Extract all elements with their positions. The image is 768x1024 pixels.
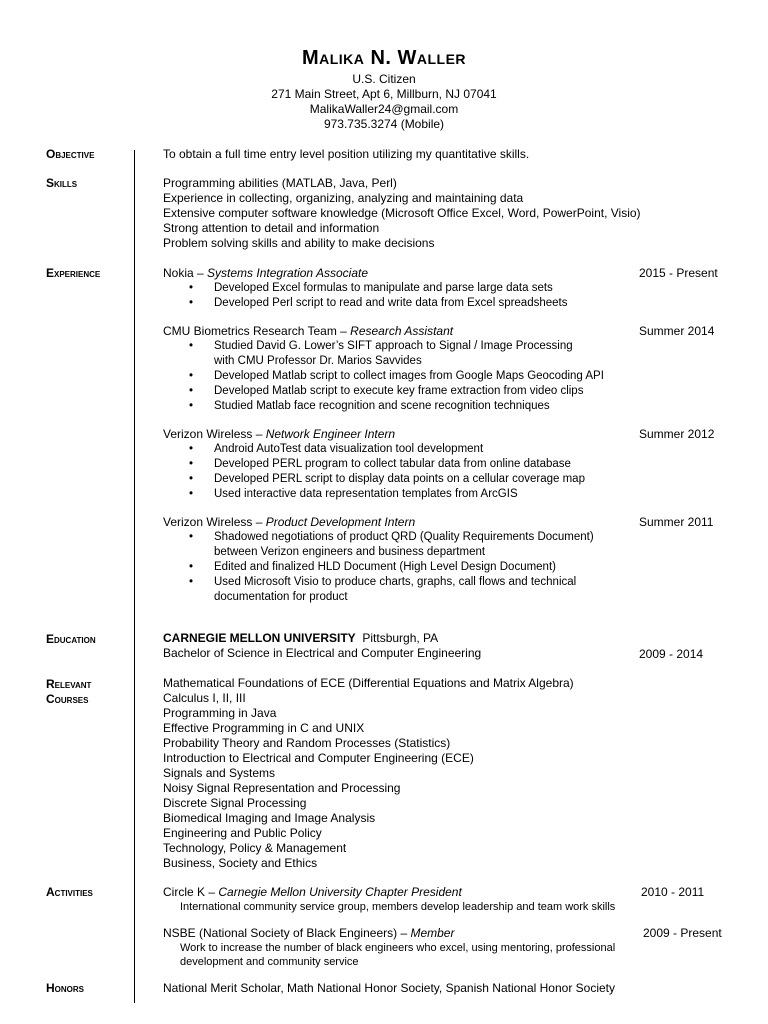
skill-item: Extensive computer software knowledge (Microsoft Office Excel, Word, PowerPoint, Visio) — [163, 206, 641, 220]
skill-item: Experience in collecting, organizing, analyzing and maintaining data — [163, 191, 524, 205]
course-item: Effective Programming in C and UNIX — [163, 721, 365, 735]
section-label-experience: Experience — [46, 266, 101, 280]
job-bullet-continuation — [163, 354, 723, 369]
activity-role: Carnegie Mellon University Chapter President — [218, 885, 462, 899]
course-item: Technology, Policy & Management — [163, 841, 347, 855]
course-item: Calculus I, II, III — [163, 691, 246, 705]
citizenship: U.S. Citizen — [352, 72, 416, 86]
job-bullet: • Developed Matlab script to execute key frame extraction from video clips — [163, 384, 723, 399]
job-bullet: • Developed PERL script to display data points on a cellular coverage map — [163, 472, 723, 487]
section-label-courses — [46, 677, 91, 707]
job-date: Summer 2014 — [639, 324, 715, 338]
job-bullet: • Developed Excel formulas to manipulate and parse large data sets — [163, 281, 723, 296]
section-label-objective: Objective — [46, 147, 95, 161]
course-item: Probability Theory and Random Processes (Statistics) — [163, 736, 451, 750]
honors-line: National Merit Scholar, Math National Honor Society, Spanish National Honor Society — [163, 981, 616, 995]
job-bullet: • Studied Matlab face recognition and scene recognition techniques — [163, 399, 723, 414]
course-item: Programming in Java — [163, 706, 277, 720]
course-item: Mathematical Foundations of ECE (Differential Equations and Matrix Algebra) — [163, 676, 574, 690]
section-label-skills: Skills — [46, 176, 78, 190]
honors-text — [163, 981, 615, 996]
objective-line: To obtain a full time entry level position utilizing my quantitative skills. — [163, 147, 530, 161]
phone: 973.735.3274 (Mobile) — [323, 117, 445, 131]
job-bullets — [163, 530, 723, 605]
skill-item: Strong attention to detail and information — [163, 221, 380, 235]
job-role: Systems Integration Associate — [207, 266, 368, 280]
courses-label-line: Relevant — [46, 677, 92, 691]
course-item: Engineering and Public Policy — [163, 826, 322, 840]
courses-label-line: Courses — [46, 692, 89, 706]
job-bullet: • Developed Perl script to read and write data from Excel spreadsheets — [163, 296, 723, 311]
activity-entry — [163, 885, 462, 900]
section-divider-line — [134, 150, 135, 1003]
address: 271 Main Street, Apt 6, Millburn, NJ 07041 — [271, 87, 497, 101]
activity-org: Circle K – — [163, 885, 219, 899]
continuation-text: documentation for product — [214, 591, 348, 603]
activity-description: Work to increase the number of black engineers who excel, using mentoring, professional — [180, 942, 616, 954]
job-role: Research Assistant — [350, 324, 454, 338]
degree: Bachelor of Science in Electrical and Computer Engineering — [163, 646, 482, 660]
courses-list — [163, 676, 574, 871]
email: MalikaWaller24@gmail.com — [309, 102, 459, 116]
job-bullet: • Shadowed negotiations of product QRD (Quality Requirements Document) — [163, 530, 723, 545]
job-bullet: • Studied David G. Lower’s SIFT approach to Signal / Image Processing — [163, 339, 723, 354]
course-item: Signals and Systems — [163, 766, 276, 780]
course-item: Introduction to Electrical and Computer Engineering (ECE) — [163, 751, 474, 765]
job-role: Product Development Intern — [265, 515, 416, 529]
resume-header — [0, 44, 768, 132]
job-bullet: • Used interactive data representation templates from ArcGIS — [163, 487, 723, 502]
continuation-text: with CMU Professor Dr. Marios Savvides — [214, 355, 422, 367]
job-org: CMU Biometrics Research Team – — [163, 324, 351, 338]
job-date: Summer 2012 — [639, 427, 715, 441]
section-label-honors: Honors — [46, 981, 85, 995]
education-school-line — [163, 631, 481, 646]
activity-date: 2009 - Present — [643, 926, 722, 940]
activity-role: Member — [410, 926, 455, 940]
skill-item: Problem solving skills and ability to make decisions — [163, 236, 435, 250]
education-block — [163, 631, 481, 661]
job-bullets — [163, 442, 723, 502]
activity-description: development and community service — [180, 956, 359, 968]
job-bullet-continuation — [163, 545, 723, 560]
candidate-name: Malika N. Waller — [301, 47, 467, 69]
job-bullet: • Android AutoTest data visualization tool development — [163, 442, 723, 457]
job-org: Verizon Wireless – — [163, 427, 266, 441]
course-item: Noisy Signal Representation and Processing — [163, 781, 401, 795]
objective-text — [163, 147, 529, 162]
activity-description: International community service group, members develop leadership and team work skills — [180, 901, 616, 913]
job-org: Nokia – — [163, 266, 208, 280]
course-item: Business, Society and Ethics — [163, 856, 318, 870]
section-label-activities: Activities — [46, 885, 93, 899]
section-label-education: Education — [46, 632, 96, 646]
job-org: Verizon Wireless – — [163, 515, 266, 529]
job-bullet: • Developed Matlab script to collect images from Google Maps Geocoding API — [163, 369, 723, 384]
school-location: Pittsburgh, PA — [362, 631, 439, 645]
activity-date: 2010 - 2011 — [641, 885, 705, 899]
education-date: 2009 - 2014 — [639, 647, 704, 661]
job-date: 2015 - Present — [639, 266, 718, 280]
job-bullet-continuation — [163, 590, 723, 605]
job-bullets — [163, 339, 723, 414]
job-bullets — [163, 281, 723, 311]
job-bullet: • Used Microsoft Visio to produce charts, graphs, call flows and technical — [163, 575, 723, 590]
course-item: Discrete Signal Processing — [163, 796, 307, 810]
job-bullet: • Edited and finalized HLD Document (High Level Design Document) — [163, 560, 723, 575]
activity-org: NSBE (National Society of Black Engineers) – — [163, 926, 411, 940]
course-item: Biomedical Imaging and Image Analysis — [163, 811, 376, 825]
continuation-text: between Verizon engineers and business department — [214, 546, 486, 558]
school-name: CARNEGIE MELLON UNIVERSITY — [163, 631, 356, 645]
skills-list — [163, 176, 641, 251]
job-role: Network Engineer Intern — [265, 427, 396, 441]
activity-title — [163, 926, 454, 941]
job-date: Summer 2011 — [639, 515, 714, 529]
activity-title — [163, 885, 462, 900]
skill-item: Programming abilities (MATLAB, Java, Perl) — [163, 176, 397, 190]
activity-entry — [163, 926, 454, 941]
job-bullet: • Developed PERL program to collect tabular data from online database — [163, 457, 723, 472]
